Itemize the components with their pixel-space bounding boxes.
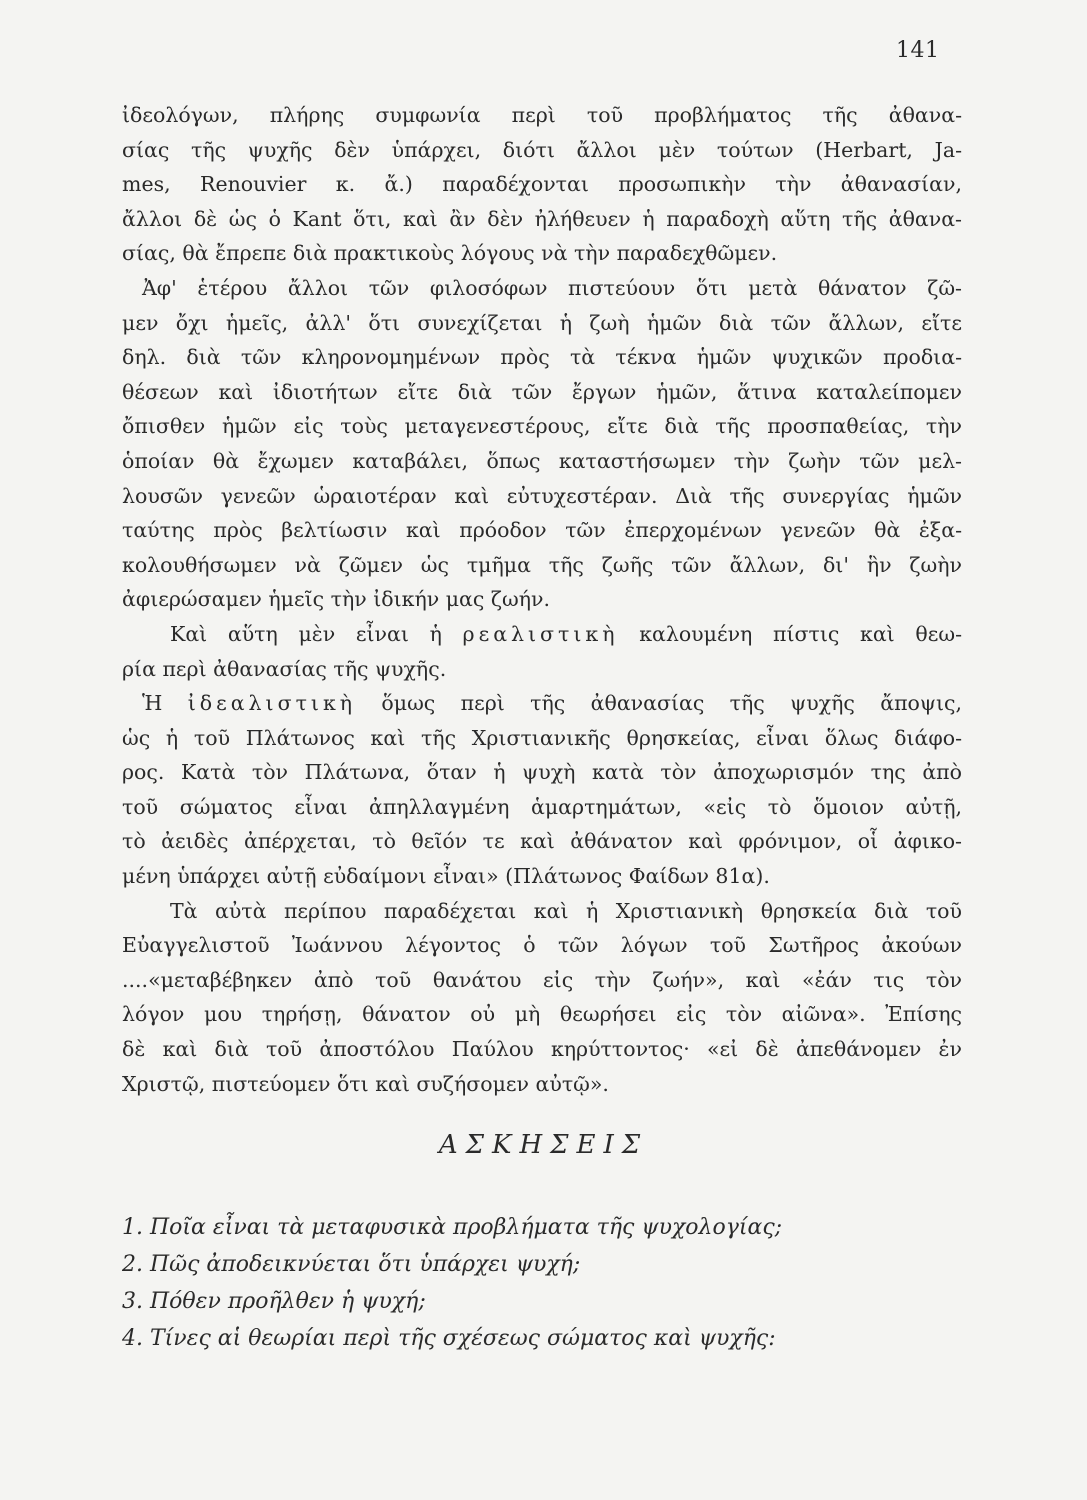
body-text bbox=[122, 98, 962, 1101]
text-line: ὡς ἡ τοῦ Πλάτωνος καὶ τῆς Χριστιανικῆς θρησκείας, εἶναι ὅλως διάφο- bbox=[122, 725, 962, 750]
paragraph-5 bbox=[122, 894, 962, 1102]
text-line: ρος. Κατὰ τὸν Πλάτωνα, ὅταν ἡ ψυχὴ κατὰ τὸν ἀποχωρισμόν της ἀπὸ bbox=[122, 760, 962, 785]
exercises-heading: ΑΣΚΗΣΕΙΣ bbox=[438, 1130, 649, 1160]
spaced-term-realistic: ρεαλιστικὴ bbox=[462, 621, 619, 646]
spaced-term-idealistic: ἰδεαλιστικὴ bbox=[187, 691, 357, 716]
text-line: ρία περὶ ἀθανασίας τῆς ψυχῆς. bbox=[122, 656, 447, 681]
text-run: ὅμως περὶ τῆς ἀθανασίας τῆς ψυχῆς ἄποψις, bbox=[356, 691, 962, 716]
text-line: Χριστῷ, πιστεύομεν ὅτι καὶ συζήσομεν αὐτῷ». bbox=[122, 1071, 609, 1096]
paragraph-4 bbox=[122, 686, 962, 894]
text-line: σίας, θὰ ἔπρεπε διὰ πρακτικοὺς λόγους νὰ τὴν παραδεχθῶμεν. bbox=[122, 241, 778, 266]
text-line: λουσῶν γενεῶν ὡραιοτέραν καὶ εὐτυχεστέραν. Διὰ τῆς συνεργίας ἡμῶν bbox=[122, 483, 962, 508]
text-line: Εὐαγγελιστοῦ Ἰωάννου λέγοντος ὁ τῶν λόγων τοῦ Σωτῆρος ἀκούων bbox=[122, 933, 962, 958]
text-line: λόγον μου τηρήσῃ, θάνατον οὐ μὴ θεωρήσει εἰς τὸν αἰῶνα». Ἐπίσης bbox=[122, 1002, 962, 1027]
text-line: σίας τῆς ψυχῆς δὲν ὑπάρχει, διότι ἄλλοι μὲν τούτων (Herbart, Ja- bbox=[122, 137, 962, 162]
page-number: 141 bbox=[896, 38, 940, 63]
text-line: δὲ καὶ διὰ τοῦ ἀποστόλου Παύλου κηρύττοντος· «εἰ δὲ ἀπεθάνομεν ἐν bbox=[122, 1037, 962, 1062]
text-line: Ἀφ' ἑτέρου ἄλλοι τῶν φιλοσόφων πιστεύουν ὅτι μετὰ θάνατον ζῶ- bbox=[142, 275, 962, 300]
paragraph-2 bbox=[122, 271, 962, 617]
paragraph-3 bbox=[122, 617, 962, 686]
text-line: τὸ ἀειδὲς ἀπέρχεται, τὸ θεῖόν τε καὶ ἀθάνατον καὶ φρόνιμον, οἷ ἀφικο- bbox=[122, 829, 962, 854]
exercise-item: 1. Ποῖα εἶναι τὰ μεταφυσικὰ προβλήματα τῆς ψυχολογίας; bbox=[122, 1215, 783, 1240]
text-run: Ἡ bbox=[142, 691, 188, 716]
text-run: καλουμένη πίστις καὶ θεω- bbox=[618, 621, 962, 646]
text-line: Τὰ αὐτὰ περίπου παραδέχεται καὶ ἡ Χριστιανικὴ θρησκεία διὰ τοῦ bbox=[170, 898, 962, 923]
exercises-list bbox=[122, 1209, 962, 1357]
paragraph-1 bbox=[122, 98, 962, 271]
text-line: ἄλλοι δὲ ὡς ὁ Kant ὅτι, καὶ ἂν δὲν ἠλήθευεν ἡ παραδοχὴ αὕτη τῆς ἀθανα- bbox=[122, 206, 962, 231]
text-line: mes, Renouvier κ. ἄ.) παραδέχονται προσωπικὴν τὴν ἀθανασίαν, bbox=[122, 172, 962, 197]
exercise-item: 4. Τίνες αἱ θεωρίαι περὶ τῆς σχέσεως σώματος καὶ ψυχῆς: bbox=[122, 1326, 776, 1351]
text-line: ταύτης πρὸς βελτίωσιν καὶ πρόοδον τῶν ἐπερχομένων γενεῶν θὰ ἐξα- bbox=[122, 518, 962, 543]
exercise-item: 3. Πόθεν προῆλθεν ἡ ψυχή; bbox=[122, 1289, 426, 1314]
text-line: ἰδεολόγων, πλήρης συμφωνία περὶ τοῦ προβλήματος τῆς ἀθανα- bbox=[122, 103, 962, 127]
text-line: κολουθήσωμεν νὰ ζῶμεν ὡς τμῆμα τῆς ζωῆς τῶν ἄλλων, δι' ἣν ζωὴν bbox=[122, 552, 962, 577]
text-run: Καὶ αὕτη μὲν εἶναι ἡ bbox=[170, 621, 463, 646]
exercise-item: 2. Πῶς ἀποδεικνύεται ὅτι ὑπάρχει ψυχή; bbox=[122, 1252, 581, 1277]
text-line: ....«μεταβέβηκεν ἀπὸ τοῦ θανάτου εἰς τὴν ζωήν», καὶ «ἐάν τις τὸν bbox=[122, 967, 962, 992]
text-line bbox=[122, 617, 962, 652]
text-line: μένη ὑπάρχει αὐτῇ εὐδαίμονι εἶναι» (Πλάτωνος Φαίδων 81α). bbox=[122, 864, 770, 889]
text-line: ὄπισθεν ἡμῶν εἰς τοὺς μεταγενεστέρους, εἴτε διὰ τῆς προσπαθείας, τὴν bbox=[122, 414, 962, 439]
text-line: ἀφιερώσαμεν ἡμεῖς τὴν ἰδικήν μας ζωήν. bbox=[122, 587, 550, 612]
text-line bbox=[122, 686, 962, 721]
text-line: δηλ. διὰ τῶν κληρονομημένων πρὸς τὰ τέκνα ἡμῶν ψυχικῶν προδια- bbox=[122, 345, 962, 370]
text-line: τοῦ σώματος εἶναι ἀπηλλαγμένη ἁμαρτημάτων, «εἰς τὸ ὅμοιον αὐτῇ, bbox=[122, 794, 962, 819]
text-line: μεν ὄχι ἡμεῖς, ἀλλ' ὅτι συνεχίζεται ἡ ζωὴ ἡμῶν διὰ τῶν ἄλλων, εἴτε bbox=[122, 310, 962, 335]
text-line: ὁποίαν θὰ ἔχωμεν καταβάλει, ὅπως καταστήσωμεν τὴν ζωὴν τῶν μελ- bbox=[122, 448, 962, 473]
text-line: θέσεων καὶ ἰδιοτήτων εἴτε διὰ τῶν ἔργων ἡμῶν, ἅτινα καταλείπομεν bbox=[122, 379, 962, 404]
